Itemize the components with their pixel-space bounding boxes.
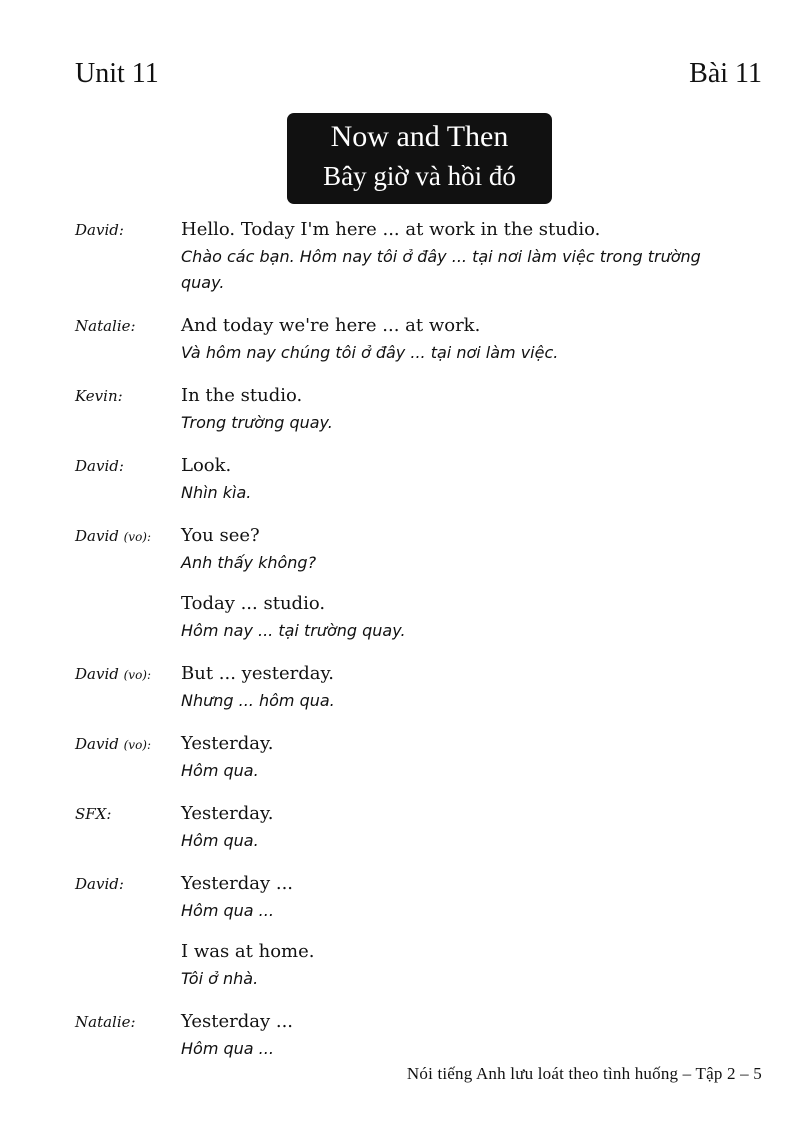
vietnamese-line: Hôm qua ... — [181, 901, 274, 920]
dialogue-turn — [75, 382, 755, 436]
speaker-label: Natalie: — [75, 317, 136, 335]
unit-label: Unit 11 — [75, 58, 159, 89]
line-pair — [181, 730, 755, 784]
dialogue-turn — [75, 870, 755, 992]
english-line: Yesterday ... — [181, 1011, 294, 1032]
speaker-label: David — [75, 665, 119, 683]
english-line: Yesterday. — [181, 733, 274, 754]
line-pair — [181, 660, 755, 714]
speaker-label: Kevin: — [75, 387, 123, 405]
english-line: Hello. Today I'm here ... at work in the studio. — [181, 219, 601, 240]
dialogue — [75, 216, 755, 1078]
vietnamese-line: Hôm qua ... — [181, 1039, 274, 1058]
dialogue-turn — [75, 1008, 755, 1062]
speaker-voiceover-note: (vo): — [123, 738, 152, 752]
english-line: And today we're here ... at work. — [181, 315, 481, 336]
line-pair — [181, 312, 755, 366]
speaker-label: David: — [75, 221, 124, 239]
english-line: You see? — [181, 525, 260, 546]
english-line: But ... yesterday. — [181, 663, 334, 684]
line-pair — [181, 382, 755, 436]
speaker-name — [75, 216, 181, 296]
line-pair — [181, 216, 755, 296]
speaker-label: SFX: — [75, 805, 112, 823]
english-line: In the studio. — [181, 385, 303, 406]
turn-lines — [181, 800, 755, 854]
vietnamese-line: Hôm qua. — [181, 761, 259, 780]
vietnamese-line: Nhìn kìa. — [181, 483, 252, 502]
turn-lines — [181, 312, 755, 366]
speaker-name — [75, 800, 181, 854]
english-line: I was at home. — [181, 941, 315, 962]
english-line: Today ... studio. — [181, 593, 326, 614]
vietnamese-line: Anh thấy không? — [181, 553, 317, 572]
speaker-label: David: — [75, 875, 124, 893]
lesson-label: Bài 11 — [689, 58, 762, 89]
line-pair — [181, 590, 755, 644]
turn-lines — [181, 216, 755, 296]
speaker-name — [75, 1008, 181, 1062]
dialogue-turn — [75, 522, 755, 644]
line-pair — [181, 452, 755, 506]
speaker-name — [75, 452, 181, 506]
turn-lines — [181, 1008, 755, 1062]
english-line: Yesterday ... — [181, 873, 294, 894]
vietnamese-line: Và hôm nay chúng tôi ở đây ... tại nơi làm việc. — [181, 343, 559, 362]
speaker-label: David: — [75, 457, 124, 475]
dialogue-turn — [75, 452, 755, 506]
turn-lines — [181, 522, 755, 644]
dialogue-turn — [75, 216, 755, 296]
speaker-name — [75, 660, 181, 714]
turn-lines — [181, 870, 755, 992]
speaker-label: David — [75, 527, 119, 545]
speaker-name — [75, 382, 181, 436]
speaker-name — [75, 312, 181, 366]
turn-lines — [181, 382, 755, 436]
english-line: Look. — [181, 455, 232, 476]
line-pair — [181, 870, 755, 924]
line-pair — [181, 938, 755, 992]
speaker-label: David — [75, 735, 119, 753]
dialogue-turn — [75, 312, 755, 366]
vietnamese-line: Hôm nay ... tại trường quay. — [181, 621, 406, 640]
turn-lines — [181, 660, 755, 714]
vietnamese-line: Hôm qua. — [181, 831, 259, 850]
footer-page-info: Nói tiếng Anh lưu loát theo tình huống – Tập 2 – 5 — [406, 1064, 762, 1083]
dialogue-turn — [75, 730, 755, 784]
title-vietnamese: Bây giờ và hồi đó — [323, 161, 516, 191]
dialogue-turn — [75, 800, 755, 854]
vietnamese-line: Trong trường quay. — [181, 413, 333, 432]
speaker-name — [75, 730, 181, 784]
speaker-voiceover-note: (vo): — [123, 530, 152, 544]
vietnamese-line: Tôi ở nhà. — [181, 969, 259, 988]
turn-lines — [181, 730, 755, 784]
speaker-name — [75, 522, 181, 644]
vietnamese-line: Chào các bạn. Hôm nay tôi ở đây ... tại nơi làm việc trong trường quay. — [181, 247, 701, 292]
vietnamese-line: Nhưng ... hôm qua. — [181, 691, 335, 710]
title-english: Now and Then — [330, 120, 509, 153]
speaker-voiceover-note: (vo): — [123, 668, 152, 682]
speaker-label: Natalie: — [75, 1013, 136, 1031]
english-line: Yesterday. — [181, 803, 274, 824]
dialogue-turn — [75, 660, 755, 714]
title-box — [287, 113, 552, 204]
line-pair — [181, 1008, 755, 1062]
turn-lines — [181, 452, 755, 506]
line-pair — [181, 800, 755, 854]
speaker-name — [75, 870, 181, 992]
line-pair — [181, 522, 755, 576]
